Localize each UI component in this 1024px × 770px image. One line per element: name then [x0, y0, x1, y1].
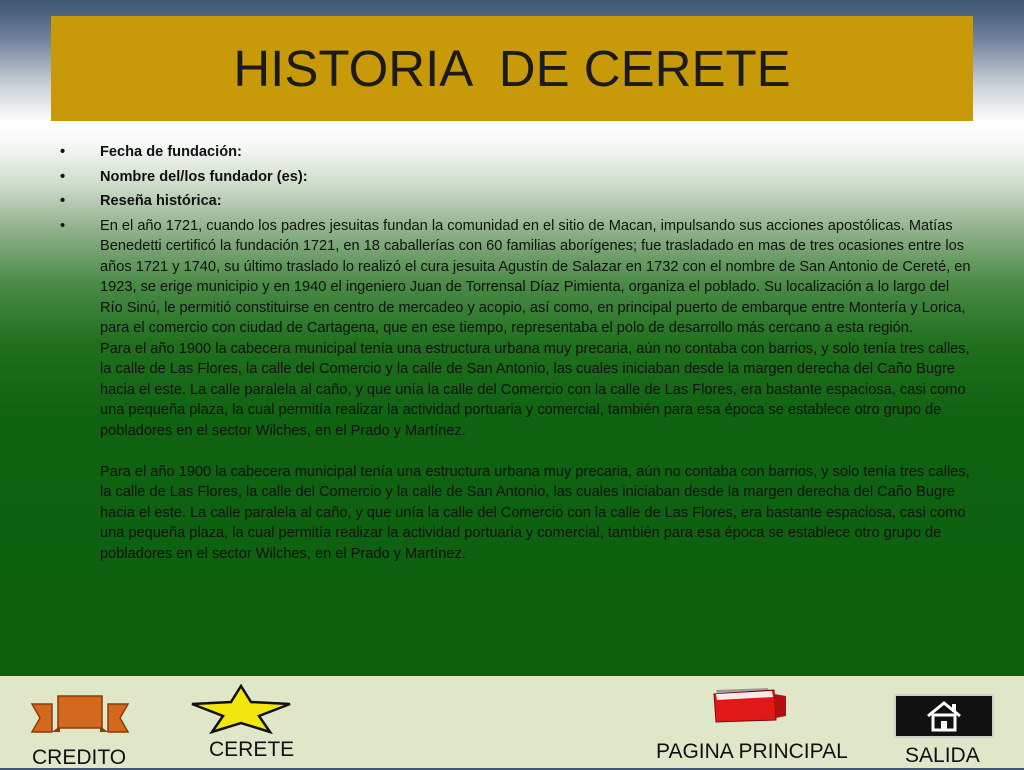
bullet-icon: • [60, 217, 66, 234]
bullet-icon: • [60, 144, 66, 160]
label-resena: Reseña histórica: [100, 193, 222, 209]
pagina-principal-label: PAGINA PRINCIPAL [656, 740, 848, 763]
star-icon [188, 684, 294, 734]
red-flag-icon [710, 684, 790, 726]
footer-nav-bar [0, 676, 1024, 768]
paragraph-spacer [100, 441, 975, 462]
cerete-button[interactable] [186, 684, 296, 766]
list-item-fundador [60, 167, 975, 188]
bullet-icon: • [60, 193, 66, 209]
home-icon [894, 694, 994, 738]
cerete-label: CERETE [209, 738, 295, 761]
content-list [60, 142, 975, 564]
label-fundador: Nombre del/los fundador (es): [100, 168, 308, 185]
salida-button[interactable] [892, 694, 996, 768]
history-paragraph-1: En el año 1721, cuando los padres jesuitas fundan la comunidad en el sitio de Macan, impulsando sus acciones apostólicas. Matías Benedetti certificó la fundación 1721, en 18 caballerías con 60 familias aborígenes; fue trasladado en mas de tres ocasiones entre los años 1721 y 1740, su último traslado lo realizó el cura jesuita Agustín de Salazar en 1732 con el nombre de San Antonio de Cereté, en 1923, se erige municipio y en 1940 el ingeniero Juan de Torrensal Díaz Pimienta, organiza el poblado. Su localización a lo largo del Río Sinú, le permitió constituirse en centro de mercadeo y acopio, así como, en principal puerto de embarque entre Montería y Lorica, para el comercio con ciudad de Cartagena, que en ese tiempo, representaba el polo de desarrollo más cercano a esta región. [100, 217, 971, 336]
salida-label: SALIDA [905, 744, 980, 767]
list-item-history [60, 216, 975, 565]
label-fundacion: Fecha de fundación: [100, 144, 242, 160]
credito-label: CREDITO [32, 746, 127, 769]
history-paragraph-2: Para el año 1900 la cabecera municipal tenía una estructura urbana muy precaria, aún no contaba con barrios, y solo tenía tres calles, la calle de Las Flores, la calle del Comercio y la calle de San Antonio, las cuales iniciaban desde la margen derecha del Caño Bugre hacia el este. La calle paralela al caño, y que unía la calle del Comercio con la calle de Las Flores, era bastante espaciosa, casi como una pequeña plaza, la cual permitía realizar la actividad portuaria y comercial, también para esa época se establece otro grupo de pobladores en el sector Wilches, en el Prado y Martínez. [100, 340, 970, 439]
page-title: HISTORIA DE CERETE [233, 40, 791, 97]
list-item-resena [60, 191, 975, 212]
pagina-principal-button[interactable] [652, 684, 852, 764]
credito-button[interactable] [28, 690, 132, 768]
title-bar [51, 16, 973, 121]
history-paragraph-3: Para el año 1900 la cabecera municipal tenía una estructura urbana muy precaria, aún no contaba con barrios, y solo tenía tres calles, la calle de Las Flores, la calle del Comercio y la calle de San Antonio, las cuales iniciaban desde la margen derecha del Caño Bugre hacia el este. La calle paralela al caño, y que unía la calle del Comercio con la calle de Las Flores, era bastante espaciosa, casi como una pequeña plaza, la cual permitía realizar la actividad portuaria y comercial, también para esa época se establece otro grupo de pobladores en el sector Wilches, en el Prado y Martínez. [100, 463, 970, 562]
bullet-icon: • [60, 168, 66, 185]
ribbon-banner-icon [30, 690, 130, 740]
list-item-fundacion [60, 142, 975, 163]
